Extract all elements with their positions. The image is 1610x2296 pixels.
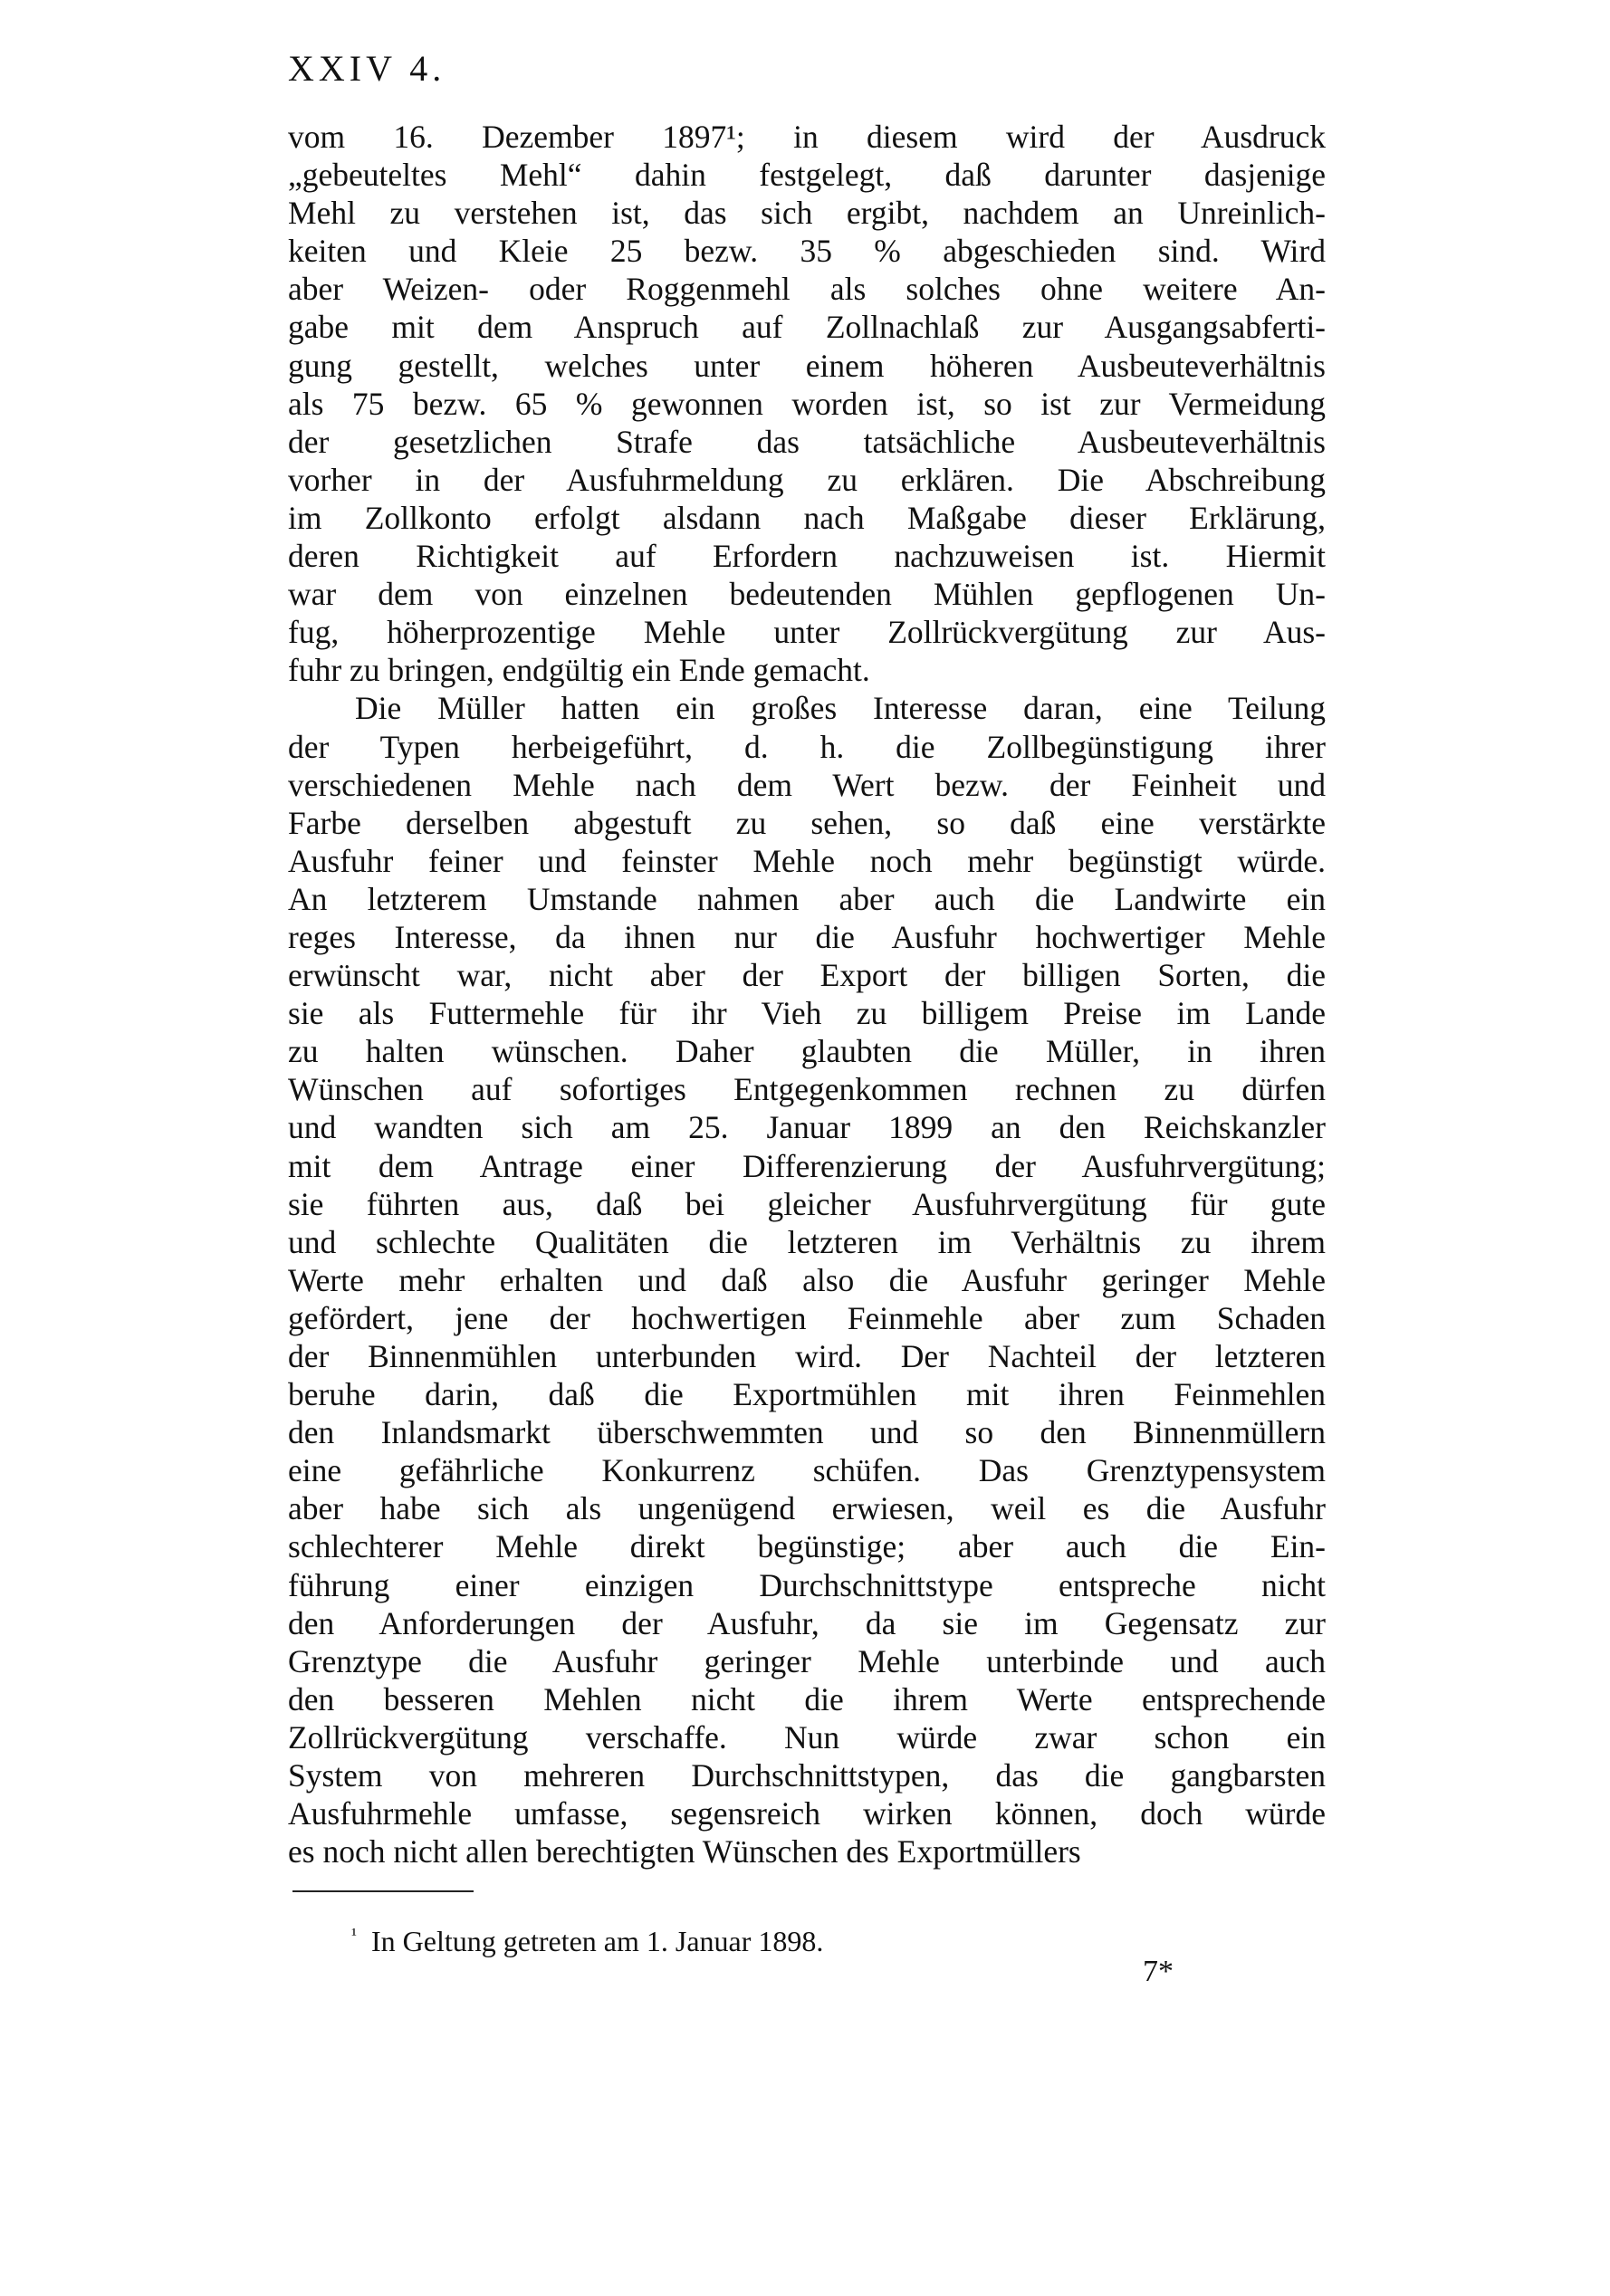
text-line: Werte mehr erhalten und daß also die Ausfuhr geringer Mehle [288,1261,1326,1298]
text-line: Ausfuhr feiner und feinster Mehle noch mehr begünstigt würde. [288,842,1326,879]
footnote [351,1917,823,1959]
text-line: war dem von einzelnen bedeutenden Mühlen gepflogenen Un- [288,576,1326,613]
text-line: schlechterer Mehle direkt begünstige; aber auch die Ein- [288,1528,1326,1565]
text-line: beruhe darin, daß die Exportmühlen mit ihren Feinmehlen [288,1376,1326,1413]
text-line: der Binnenmühlen unterbunden wird. Der Nachteil der letzteren [288,1338,1326,1374]
text-line: aber Weizen- oder Roggenmehl als solches ohne weitere An- [288,271,1326,308]
text-line: und wandten sich am 25. Januar 1899 an den Reichskanzler [288,1109,1326,1146]
text-line: den besseren Mehlen nicht die ihrem Werte entsprechende [288,1680,1326,1717]
text-line: der gesetzlichen Strafe das tatsächliche Ausbeuteverhältnis [288,423,1326,460]
text-line: fug, höherprozentige Mehle unter Zollrückvergütung zur Aus- [288,614,1326,651]
text-line: mit dem Antrage einer Differenzierung der Ausfuhrvergütung; [288,1147,1326,1184]
text-line: den Anforderungen der Ausfuhr, da sie im Gegensatz zur [288,1604,1326,1641]
text-line: zu halten wünschen. Daher glaubten die Müller, in ihren [288,1033,1326,1070]
text-line: der Typen herbeigeführt, d. h. die Zollbegünstigung ihrer [288,728,1326,765]
text-line: gung gestellt, welches unter einem höheren Ausbeuteverhältnis [288,347,1326,384]
text-line: Die Müller hatten ein großes Interesse daran, eine Teilung [355,690,1326,727]
body-text [288,118,1326,1870]
footnote-text: In Geltung getreten am 1. Januar 1898. [371,1925,824,1957]
text-line: den Inlandsmarkt überschwemmten und so den Binnenmüllern [288,1414,1326,1451]
text-line: System von mehreren Durchschnittstypen, das die gangbarsten [288,1757,1326,1794]
footnote-marker: ¹ [351,1925,357,1945]
text-line: keiten und Kleie 25 bezw. 35 % abgeschieden sind. Wird [288,233,1326,270]
text-line: deren Richtigkeit auf Erfordern nachzuweisen ist. Hiermit [288,538,1326,575]
text-line: vom 16. Dezember 1897¹; in diesem wird der Ausdruck [288,119,1326,155]
text-line: führung einer einzigen Durchschnittstype entspreche nicht [288,1566,1326,1603]
text-line: reges Interesse, da ihnen nur die Ausfuhr hochwertiger Mehle [288,918,1326,955]
text-line: An letzterem Umstande nahmen aber auch die Landwirte ein [288,880,1326,917]
text-line: gefördert, jene der hochwertigen Feinmehle aber zum Schaden [288,1299,1326,1336]
text-line: gabe mit dem Anspruch auf Zollnachlaß zur Ausgangsabferti- [288,309,1326,346]
text-line: im Zollkonto erfolgt alsdann nach Maßgabe dieser Erklärung, [288,499,1326,536]
text-line: und schlechte Qualitäten die letzteren im Verhältnis zu ihrem [288,1223,1326,1260]
text-line: sie führten aus, daß bei gleicher Ausfuhrvergütung für gute [288,1185,1326,1222]
text-line: Mehl zu verstehen ist, das sich ergibt, nachdem an Unreinlich- [288,195,1326,232]
text-line: fuhr zu bringen, endgültig ein Ende gemacht. [288,652,870,689]
text-line: Wünschen auf sofortiges Entgegenkommen rechnen zu dürfen [288,1071,1326,1108]
text-line: sie als Futtermehle für ihr Vieh zu billigem Preise im Lande [288,995,1326,1032]
footnote-rule [292,1890,474,1892]
signature-mark: 7* [1143,1955,1174,1988]
text-line: Ausfuhrmehle umfasse, segensreich wirken können, doch würde [288,1795,1326,1832]
text-line: erwünscht war, nicht aber der Export der billigen Sorten, die [288,957,1326,994]
running-head: XXIV 4. [288,48,446,89]
text-line: Zollrückvergütung verschaffe. Nun würde zwar schon ein [288,1718,1326,1755]
text-line: vorher in der Ausfuhrmeldung zu erklären. Die Abschreibung [288,461,1326,498]
text-line: verschiedenen Mehle nach dem Wert bezw. der Feinheit und [288,766,1326,803]
text-line: Grenztype die Ausfuhr geringer Mehle unterbinde und auch [288,1642,1326,1679]
text-line: Farbe derselben abgestuft zu sehen, so daß eine verstärkte [288,804,1326,841]
text-line: als 75 bezw. 65 % gewonnen worden ist, so ist zur Vermeidung [288,385,1326,422]
text-line: es noch nicht allen berechtigten Wünschen des Exportmüllers [288,1833,1081,1870]
text-line: eine gefährliche Konkurrenz schüfen. Das Grenztypensystem [288,1452,1326,1489]
text-line: „gebeuteltes Mehl“ dahin festgelegt, daß darunter dasjenige [288,157,1326,194]
text-line: aber habe sich als ungenügend erwiesen, weil es die Ausfuhr [288,1490,1326,1527]
